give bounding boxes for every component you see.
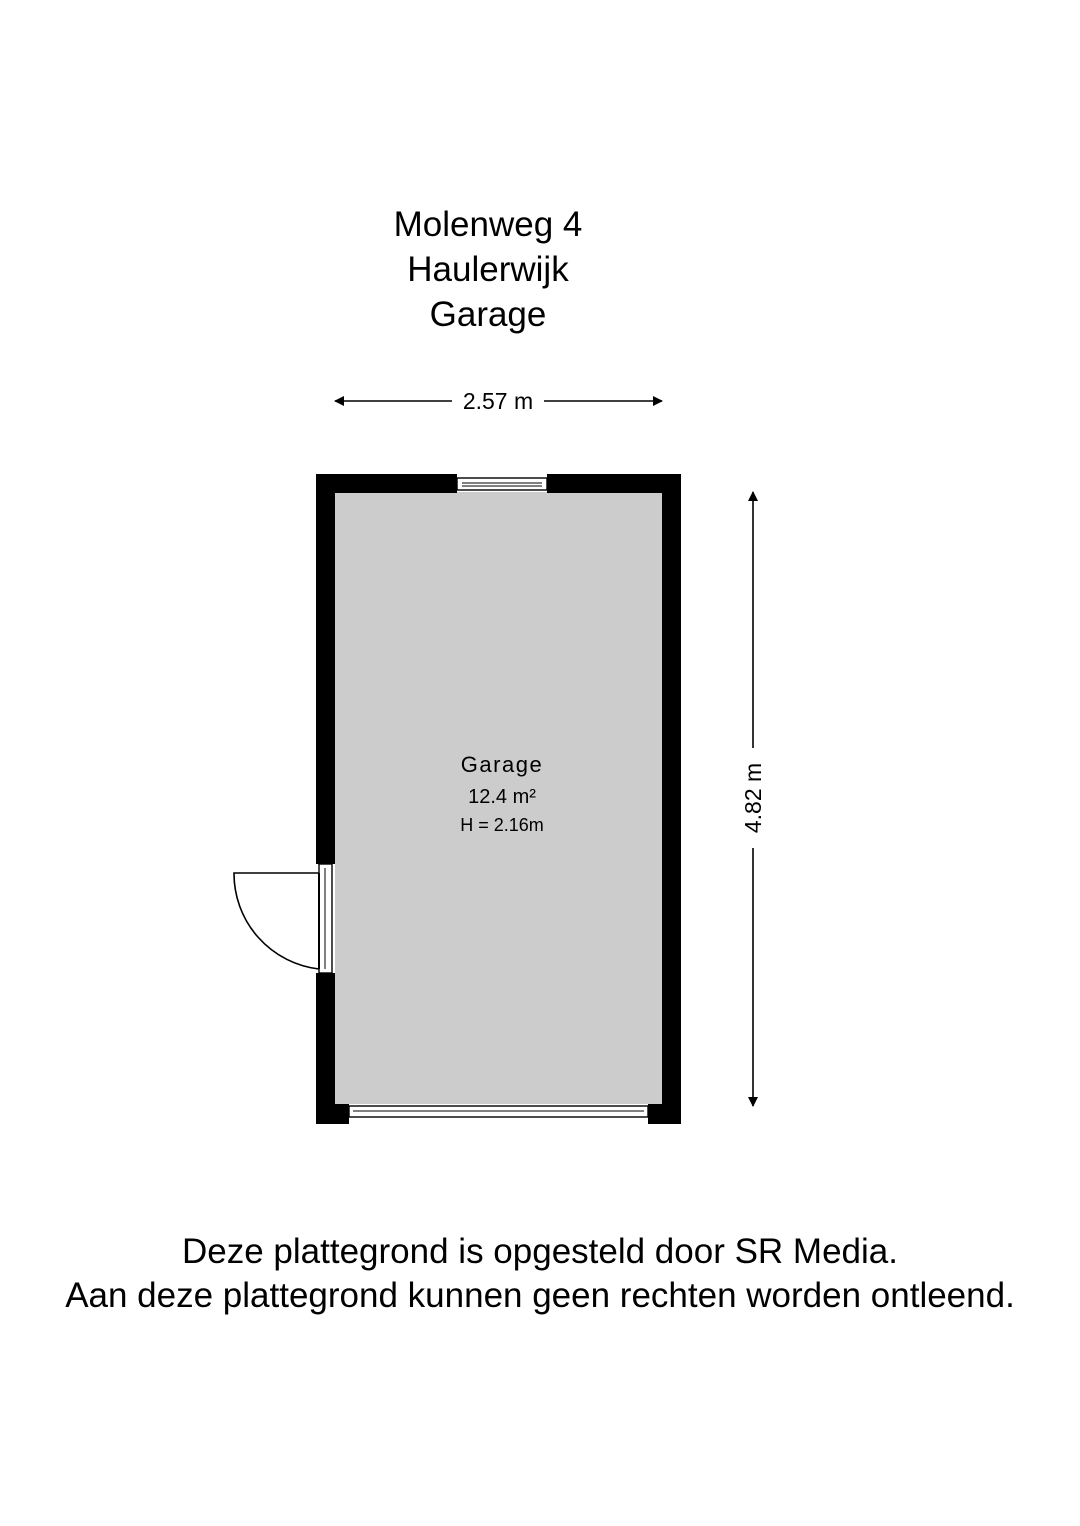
wall-left-upper xyxy=(316,474,335,864)
width-dimension xyxy=(335,388,662,414)
wall-bottom-left xyxy=(316,1104,349,1124)
room-height: H = 2.16m xyxy=(460,815,544,835)
window-top-frame xyxy=(457,478,547,490)
window-top xyxy=(457,478,547,490)
address-street: Molenweg 4 xyxy=(393,205,583,244)
room-name: Garage xyxy=(460,752,544,777)
disclaimer xyxy=(0,1230,1080,1318)
room-label xyxy=(460,752,544,835)
floor-name: Garage xyxy=(429,295,547,334)
side-door xyxy=(234,864,332,973)
wall-top-left xyxy=(316,474,457,493)
wall-bottom-right xyxy=(648,1104,681,1124)
room-area: 12.4 m² xyxy=(468,786,536,808)
width-dimension-label: 2.57 m xyxy=(462,388,534,414)
depth-dimension xyxy=(740,492,766,1106)
disclaimer-line-2: Aan deze plattegrond kunnen geen rechten worden ontleend. xyxy=(65,1276,1015,1315)
wall-top-right xyxy=(547,474,681,493)
depth-dimension-label: 4.82 m xyxy=(740,762,766,834)
side-door-swing-arc xyxy=(234,873,319,969)
wall-left-lower xyxy=(316,973,335,1124)
address-city: Haulerwijk xyxy=(407,250,569,289)
garage-door xyxy=(349,1106,648,1117)
wall-right xyxy=(662,474,681,1124)
disclaimer-line-1: Deze plattegrond is opgesteld door SR Media. xyxy=(182,1232,898,1271)
